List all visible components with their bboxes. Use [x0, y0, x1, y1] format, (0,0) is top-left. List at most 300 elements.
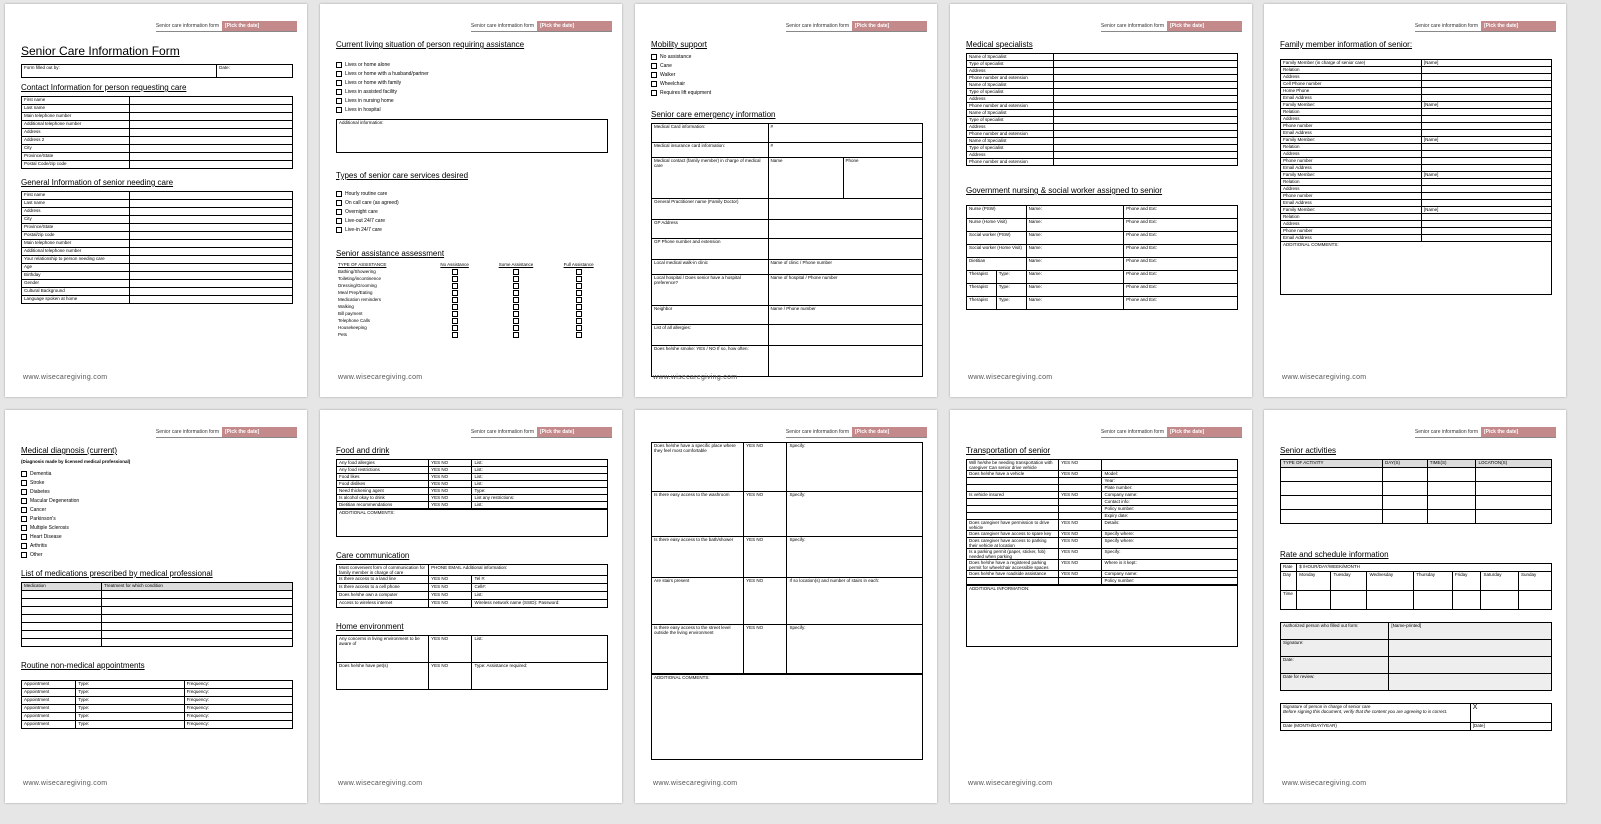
detail-field[interactable] — [1102, 460, 1238, 471]
appointment-field[interactable]: Frequency: — [184, 681, 292, 689]
appointment-field[interactable]: Type: — [76, 705, 184, 713]
checkbox-icon[interactable] — [21, 552, 27, 558]
yes-no-field[interactable]: YES NO — [1059, 549, 1102, 560]
row-value-field[interactable] — [130, 296, 293, 304]
activity-field[interactable] — [1476, 468, 1552, 482]
row-value-field[interactable] — [130, 161, 293, 169]
checkbox-icon[interactable] — [651, 63, 657, 69]
checkbox-icon[interactable] — [576, 290, 582, 296]
appointment-field[interactable]: Frequency: — [184, 689, 292, 697]
detail-field[interactable]: Company name: — [1102, 571, 1238, 578]
checkbox-option[interactable] — [336, 106, 608, 115]
phone-field[interactable]: Phone and Ext: — [1124, 297, 1238, 310]
checkbox-icon[interactable] — [651, 81, 657, 87]
yes-no-field[interactable]: YES NO — [429, 481, 472, 488]
row-value-field[interactable] — [130, 97, 293, 105]
page-3[interactable] — [635, 4, 937, 397]
checkbox-icon[interactable] — [651, 90, 657, 96]
yes-no-field[interactable] — [1059, 578, 1102, 585]
row-value-field[interactable] — [1421, 130, 1551, 137]
phone-field[interactable]: Phone and Ext: — [1124, 206, 1238, 219]
phone-field[interactable]: Phone and Ext: — [1124, 219, 1238, 232]
checkbox-option[interactable] — [336, 190, 608, 199]
name-field[interactable]: Name: — [1026, 206, 1124, 219]
detail-field[interactable]: List: — [472, 636, 608, 663]
phone-field[interactable]: Phone and Ext: — [1124, 258, 1238, 271]
row-value-field[interactable] — [1421, 235, 1551, 242]
activity-field[interactable] — [1427, 510, 1476, 524]
detail-field[interactable]: Details: — [1102, 520, 1238, 531]
detail-field[interactable]: List: — [472, 467, 608, 474]
checkbox-option[interactable] — [21, 524, 293, 533]
yes-no-field[interactable]: YES NO — [429, 584, 472, 592]
checkbox-option[interactable] — [651, 53, 923, 62]
page-7[interactable] — [320, 410, 622, 803]
checkbox-option[interactable] — [21, 497, 293, 506]
detail-field[interactable]: Type: Assistance required: — [472, 663, 608, 690]
checkbox-option[interactable] — [21, 479, 293, 488]
checkbox-icon[interactable] — [21, 480, 27, 486]
condition-field[interactable] — [102, 607, 293, 615]
row-field[interactable]: PHONE EMAIL Additional information: — [429, 565, 608, 576]
checkbox-option[interactable] — [336, 199, 608, 208]
name-field[interactable]: Name: — [1026, 297, 1124, 310]
yes-no-field[interactable] — [1059, 513, 1102, 520]
checkbox-option[interactable] — [336, 217, 608, 226]
name-field[interactable]: Name: — [1026, 258, 1124, 271]
row-field[interactable] — [768, 325, 922, 346]
yes-no-field[interactable]: YES NO — [1059, 492, 1102, 499]
type-field[interactable]: Type: — [996, 284, 1026, 297]
checkbox-option[interactable] — [336, 97, 608, 106]
row-value-field[interactable] — [130, 145, 293, 153]
rate-field[interactable]: $ /HOUR/DAY/WEEK/MONTH — [1297, 564, 1552, 572]
appointment-field[interactable]: Frequency: — [184, 713, 292, 721]
family-member-name[interactable]: [Name] — [1421, 137, 1551, 144]
row-value-field[interactable] — [130, 200, 293, 208]
condition-field[interactable] — [102, 599, 293, 607]
page-10[interactable] — [1264, 410, 1566, 803]
day-cell[interactable]: Thursday — [1414, 572, 1453, 591]
yes-no-field[interactable] — [1059, 499, 1102, 506]
date-field[interactable]: [Date] — [1470, 723, 1551, 731]
checkbox-icon[interactable] — [576, 276, 582, 282]
day-cell[interactable]: Sunday — [1518, 572, 1551, 591]
condition-field[interactable] — [102, 639, 293, 647]
yes-no-field[interactable]: YES NO — [744, 443, 787, 492]
row-value-field[interactable] — [130, 121, 293, 129]
detail-field[interactable]: Wireless network name (SSID): Password: — [472, 600, 608, 608]
row-value-field[interactable] — [130, 264, 293, 272]
detail-field[interactable]: Specify: — [787, 492, 923, 537]
auth-field[interactable] — [1389, 674, 1552, 691]
appointment-field[interactable]: Frequency: — [184, 705, 292, 713]
checkbox-icon[interactable] — [651, 54, 657, 60]
detail-field[interactable]: Policy number: — [1102, 506, 1238, 513]
additional-comments[interactable]: ADDITIONAL COMMENTS: — [1281, 242, 1552, 295]
activity-field[interactable] — [1281, 468, 1383, 482]
detail-field[interactable]: List: — [472, 460, 608, 467]
checkbox-icon[interactable] — [576, 269, 582, 275]
yes-no-field[interactable]: YES NO — [1059, 460, 1102, 471]
yes-no-field[interactable]: YES NO — [1059, 560, 1102, 571]
checkbox-icon[interactable] — [336, 98, 342, 104]
row-value-field[interactable] — [130, 137, 293, 145]
yes-no-field[interactable]: YES NO — [744, 625, 787, 674]
checkbox-icon[interactable] — [452, 290, 458, 296]
activity-field[interactable] — [1281, 482, 1383, 496]
name-field[interactable]: Name: — [1026, 219, 1124, 232]
medication-field[interactable] — [22, 615, 102, 623]
row-value-field[interactable] — [130, 153, 293, 161]
appointment-field[interactable]: Frequency: — [184, 697, 292, 705]
checkbox-icon[interactable] — [576, 304, 582, 310]
time-cell[interactable] — [1414, 591, 1453, 610]
appointment-field[interactable]: Type: — [76, 689, 184, 697]
row-value-field[interactable] — [130, 208, 293, 216]
environment-additional[interactable]: ADDITIONAL COMMENTS: — [652, 675, 923, 760]
row-value-field[interactable] — [1421, 179, 1551, 186]
day-cell[interactable]: Monday — [1297, 572, 1331, 591]
filled-by-label[interactable]: Form filled out by: — [22, 65, 217, 78]
yes-no-field[interactable]: YES NO — [429, 488, 472, 495]
checkbox-icon[interactable] — [576, 283, 582, 289]
row-value-field[interactable] — [1421, 95, 1551, 102]
auth-field[interactable] — [1389, 640, 1552, 657]
checkbox-option[interactable] — [21, 533, 293, 542]
medication-field[interactable] — [22, 623, 102, 631]
activity-field[interactable] — [1427, 482, 1476, 496]
yes-no-field[interactable]: YES NO — [1059, 531, 1102, 538]
row-value-field[interactable] — [1421, 88, 1551, 95]
yes-no-field[interactable]: YES NO — [429, 474, 472, 481]
checkbox-option[interactable] — [21, 470, 293, 479]
yes-no-field[interactable]: YES NO — [744, 578, 787, 625]
medication-field[interactable] — [22, 639, 102, 647]
detail-field[interactable]: Specify: — [787, 537, 923, 578]
medication-field[interactable] — [22, 607, 102, 615]
day-cell[interactable]: Wednesday — [1367, 572, 1414, 591]
yes-no-field[interactable]: YES NO — [429, 502, 472, 509]
yes-no-field[interactable]: YES NO — [1059, 520, 1102, 531]
detail-field[interactable]: Contact info: — [1102, 499, 1238, 506]
activity-field[interactable] — [1281, 496, 1383, 510]
page-9[interactable] — [950, 410, 1252, 803]
row-value-field[interactable] — [130, 113, 293, 121]
detail-field[interactable]: Specify: — [1102, 549, 1238, 560]
checkbox-icon[interactable] — [336, 62, 342, 68]
name-field[interactable]: Name: — [1026, 284, 1124, 297]
checkbox-icon[interactable] — [576, 332, 582, 338]
checkbox-option[interactable] — [21, 542, 293, 551]
row-value-field[interactable] — [130, 288, 293, 296]
checkbox-icon[interactable] — [452, 304, 458, 310]
checkbox-icon[interactable] — [452, 325, 458, 331]
yes-no-field[interactable]: YES NO — [429, 600, 472, 608]
transport-additional[interactable]: ADDITIONAL INFORMATION: — [967, 586, 1238, 647]
detail-field[interactable]: Type: — [472, 488, 608, 495]
checkbox-option[interactable] — [336, 226, 608, 235]
time-cell[interactable] — [1297, 591, 1331, 610]
condition-field[interactable] — [102, 623, 293, 631]
checkbox-icon[interactable] — [513, 311, 519, 317]
checkbox-icon[interactable] — [513, 325, 519, 331]
detail-field[interactable]: Specify where: — [1102, 531, 1238, 538]
signature-field[interactable]: X — [1470, 704, 1551, 723]
row-value-field[interactable] — [130, 129, 293, 137]
checkbox-icon[interactable] — [576, 318, 582, 324]
phone-field[interactable]: Phone and Ext: — [1124, 245, 1238, 258]
row-field[interactable] — [768, 199, 922, 220]
phone-field[interactable]: Phone and Ext: — [1124, 271, 1238, 284]
activity-field[interactable] — [1383, 468, 1428, 482]
row-value-field[interactable] — [1421, 228, 1551, 235]
checkbox-option[interactable] — [336, 79, 608, 88]
checkbox-icon[interactable] — [21, 507, 27, 513]
row-value-field[interactable] — [1053, 138, 1237, 145]
checkbox-icon[interactable] — [336, 227, 342, 233]
yes-no-field[interactable]: YES NO — [1059, 571, 1102, 578]
family-member-name[interactable]: [Name] — [1421, 60, 1551, 67]
checkbox-icon[interactable] — [336, 71, 342, 77]
phone-field[interactable]: Phone and Ext: — [1124, 232, 1238, 245]
row-field[interactable]: Name of hospital / Phone number — [768, 275, 922, 306]
detail-field[interactable]: Specify: — [787, 625, 923, 674]
checkbox-icon[interactable] — [513, 297, 519, 303]
row-value-field[interactable] — [1421, 221, 1551, 228]
day-cell[interactable]: Tuesday — [1331, 572, 1367, 591]
row-value-field[interactable] — [1421, 123, 1551, 130]
row-value-field[interactable] — [1421, 144, 1551, 151]
checkbox-option[interactable] — [21, 551, 293, 560]
row-value-field[interactable] — [1421, 116, 1551, 123]
row-value-field[interactable] — [1421, 151, 1551, 158]
detail-field[interactable]: Model: — [1102, 471, 1238, 478]
yes-no-field[interactable]: YES NO — [744, 492, 787, 537]
condition-field[interactable] — [102, 631, 293, 639]
auth-field[interactable] — [1389, 657, 1552, 674]
page-4[interactable] — [950, 4, 1252, 397]
checkbox-icon[interactable] — [513, 269, 519, 275]
detail-field[interactable]: Policy number: — [1102, 578, 1238, 585]
checkbox-icon[interactable] — [513, 276, 519, 282]
row-value-field[interactable] — [1053, 61, 1237, 68]
row-value-field[interactable] — [1421, 200, 1551, 207]
row-value-field[interactable] — [130, 240, 293, 248]
row-value-field[interactable] — [1053, 89, 1237, 96]
yes-no-field[interactable] — [1059, 506, 1102, 513]
yes-no-field[interactable]: YES NO — [744, 537, 787, 578]
yes-no-field[interactable]: YES NO — [1059, 538, 1102, 549]
checkbox-icon[interactable] — [21, 489, 27, 495]
row-field[interactable]: Name / Phone number — [768, 306, 922, 325]
yes-no-field[interactable]: YES NO — [429, 592, 472, 600]
row-value-field[interactable] — [130, 280, 293, 288]
activity-field[interactable] — [1383, 496, 1428, 510]
row-value-field[interactable] — [1421, 165, 1551, 172]
type-field[interactable]: Type: — [996, 297, 1026, 310]
yes-no-field[interactable]: YES NO — [429, 663, 472, 690]
detail-field[interactable]: Specify: — [787, 443, 923, 492]
type-field[interactable]: Type: — [996, 271, 1026, 284]
row-value-field[interactable] — [1053, 75, 1237, 82]
checkbox-icon[interactable] — [452, 269, 458, 275]
yes-no-field[interactable]: YES NO — [1059, 471, 1102, 478]
detail-field[interactable]: List any restrictions: — [472, 495, 608, 502]
checkbox-option[interactable] — [651, 62, 923, 71]
checkbox-option[interactable] — [21, 488, 293, 497]
yes-no-field[interactable]: YES NO — [429, 467, 472, 474]
detail-field[interactable]: List: — [472, 474, 608, 481]
day-cell[interactable]: Saturday — [1481, 572, 1518, 591]
checkbox-icon[interactable] — [513, 290, 519, 296]
time-cell[interactable] — [1452, 591, 1481, 610]
appointment-field[interactable]: Appointment — [22, 705, 76, 713]
checkbox-icon[interactable] — [336, 200, 342, 206]
detail-field[interactable]: List: — [472, 592, 608, 600]
detail-field[interactable]: Expiry date: — [1102, 513, 1238, 520]
detail-field[interactable]: Cell#: — [472, 584, 608, 592]
checkbox-icon[interactable] — [452, 283, 458, 289]
appointment-field[interactable]: Type: — [76, 713, 184, 721]
detail-field[interactable]: Specify where: — [1102, 538, 1238, 549]
checkbox-icon[interactable] — [21, 525, 27, 531]
row-value-field[interactable] — [130, 232, 293, 240]
checkbox-icon[interactable] — [513, 332, 519, 338]
time-cell[interactable] — [1481, 591, 1518, 610]
row-field[interactable]: Name — [768, 158, 843, 199]
row-value-field[interactable] — [1053, 117, 1237, 124]
checkbox-option[interactable] — [651, 71, 923, 80]
checkbox-icon[interactable] — [452, 318, 458, 324]
page-1[interactable] — [5, 4, 307, 397]
medication-field[interactable] — [22, 591, 102, 599]
appointment-field[interactable]: Frequency: — [184, 721, 292, 729]
activity-field[interactable] — [1383, 510, 1428, 524]
row-field[interactable]: # — [768, 124, 922, 143]
row-value-field[interactable] — [130, 216, 293, 224]
name-field[interactable]: Name: — [1026, 232, 1124, 245]
row-value-field[interactable] — [1421, 214, 1551, 221]
row-field[interactable] — [768, 220, 922, 239]
row-value-field[interactable] — [1421, 74, 1551, 81]
row-field[interactable]: Phone — [843, 158, 922, 199]
row-value-field[interactable] — [1053, 103, 1237, 110]
page-6[interactable] — [5, 410, 307, 803]
yes-no-field[interactable]: YES NO — [429, 636, 472, 663]
row-field[interactable]: # — [768, 143, 922, 158]
appointment-field[interactable]: Appointment — [22, 721, 76, 729]
condition-field[interactable] — [102, 591, 293, 599]
row-value-field[interactable] — [1421, 158, 1551, 165]
checkbox-icon[interactable] — [452, 311, 458, 317]
detail-field[interactable]: List: — [472, 502, 608, 509]
checkbox-icon[interactable] — [336, 209, 342, 215]
row-value-field[interactable] — [1421, 109, 1551, 116]
checkbox-option[interactable] — [336, 208, 608, 217]
checkbox-option[interactable] — [21, 506, 293, 515]
row-value-field[interactable] — [1053, 152, 1237, 159]
name-field[interactable]: Name: — [1026, 245, 1124, 258]
appointment-field[interactable]: Appointment — [22, 713, 76, 721]
checkbox-icon[interactable] — [336, 80, 342, 86]
row-value-field[interactable] — [1053, 131, 1237, 138]
checkbox-icon[interactable] — [513, 283, 519, 289]
medication-field[interactable] — [22, 599, 102, 607]
appointment-field[interactable]: Type: — [76, 721, 184, 729]
detail-field[interactable]: Company name: — [1102, 492, 1238, 499]
row-value-field[interactable] — [130, 248, 293, 256]
checkbox-icon[interactable] — [576, 325, 582, 331]
checkbox-icon[interactable] — [336, 107, 342, 113]
checkbox-icon[interactable] — [336, 191, 342, 197]
row-value-field[interactable] — [1053, 110, 1237, 117]
activity-field[interactable] — [1476, 482, 1552, 496]
activity-field[interactable] — [1427, 496, 1476, 510]
appointment-field[interactable]: Appointment — [22, 681, 76, 689]
yes-no-field[interactable]: YES NO — [429, 460, 472, 467]
row-value-field[interactable] — [130, 192, 293, 200]
page-8[interactable] — [635, 410, 937, 803]
row-value-field[interactable] — [1421, 81, 1551, 88]
row-value-field[interactable] — [1053, 82, 1237, 89]
activity-field[interactable] — [1281, 510, 1383, 524]
time-cell[interactable] — [1518, 591, 1551, 610]
activity-field[interactable] — [1383, 482, 1428, 496]
checkbox-icon[interactable] — [21, 471, 27, 477]
activity-field[interactable] — [1476, 496, 1552, 510]
row-value-field[interactable] — [1053, 124, 1237, 131]
row-value-field[interactable] — [1053, 54, 1237, 61]
checkbox-option[interactable] — [651, 80, 923, 89]
row-value-field[interactable] — [1421, 193, 1551, 200]
family-member-name[interactable]: [Name] — [1421, 172, 1551, 179]
row-value-field[interactable] — [1053, 145, 1237, 152]
family-member-name[interactable]: [Name] — [1421, 102, 1551, 109]
detail-field[interactable]: Where is it kept: — [1102, 560, 1238, 571]
checkbox-icon[interactable] — [452, 276, 458, 282]
checkbox-option[interactable] — [336, 61, 608, 70]
medication-field[interactable] — [22, 631, 102, 639]
checkbox-icon[interactable] — [21, 543, 27, 549]
page-2[interactable] — [320, 4, 622, 397]
detail-field[interactable]: Year: — [1102, 478, 1238, 485]
yes-no-field[interactable]: YES NO — [429, 576, 472, 584]
living-additional[interactable]: Additional information: — [337, 120, 608, 153]
yes-no-field[interactable] — [1059, 485, 1102, 492]
appointment-field[interactable]: Type: — [76, 681, 184, 689]
checkbox-option[interactable] — [336, 70, 608, 79]
row-field[interactable] — [768, 239, 922, 260]
appointment-field[interactable]: Appointment — [22, 697, 76, 705]
checkbox-icon[interactable] — [651, 72, 657, 78]
checkbox-icon[interactable] — [513, 318, 519, 324]
row-value-field[interactable] — [1053, 68, 1237, 75]
activity-field[interactable] — [1427, 468, 1476, 482]
checkbox-option[interactable] — [21, 515, 293, 524]
yes-no-field[interactable]: YES NO — [429, 495, 472, 502]
row-value-field[interactable] — [1421, 67, 1551, 74]
detail-field[interactable]: List: — [472, 481, 608, 488]
checkbox-icon[interactable] — [21, 516, 27, 522]
day-cell[interactable]: Friday — [1452, 572, 1481, 591]
row-value-field[interactable] — [1421, 186, 1551, 193]
row-value-field[interactable] — [130, 105, 293, 113]
checkbox-icon[interactable] — [336, 218, 342, 224]
condition-field[interactable] — [102, 615, 293, 623]
appointment-field[interactable]: Type: — [76, 697, 184, 705]
row-value-field[interactable] — [1053, 159, 1237, 166]
